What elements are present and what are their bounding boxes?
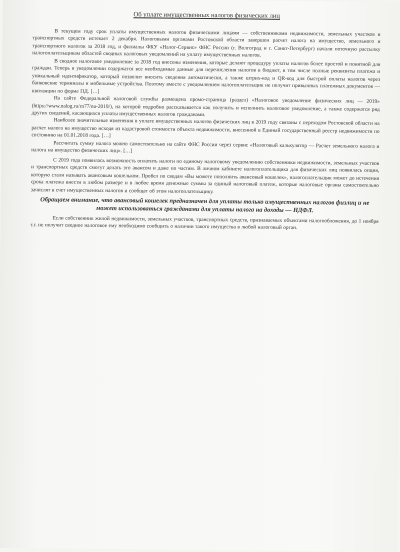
paragraph-cadastral-value: Наиболее значительные изменения в уплате имущественных налогов физических лиц в 2019 году связаны с переходом Ростовской области на расчет налога на имущество исходя из кадастровой стоимости объекта недвижимости, внесенной в Единый государственный реестр недвижимости по состоянию на 01.01.2018 года. […] xyxy=(31,117,380,140)
paragraph-tax-calculator: Рассчитать сумму налога можно самостоятельно на сайте ФНС России через сервис «Налоговый калькулятор — Расчет земельного налога и налога на имущество физических лиц». […] xyxy=(31,140,380,155)
paragraph-advance-wallet: С 2019 года появилась возможность оплатить налоги по единому налоговому уведомлению собственники недвижимости, земельных участков и транспортных средств смогут делать это авансом и даже по частям. В личном кабинете налогоплательщика для физических лиц появилась опция, которую стали называть авансовым кошельком. Пробел по сводам «Вы можете пополнить авансовый кошелек», налогоплательщик может до истечения срока платежа внести в любом размере и в любое время денежные суммы за единый налоговый платеж, которые налоговые органы самостоятельно зачислят в счет имущественных налогов и сообщат об этом налогоплательщику. xyxy=(30,157,380,195)
paragraph-promo-page: На сайте Федеральной налоговой службы размещена промо-страница (раздел) «Налоговое уведомление физических лиц — 2019» (https://www.nalog.ru/rn77/nu-2019/), на которой подробно рассказывается как получить и исполнить налоговое уведомление, а также содержатся ряд других сведений, касающихся уплаты имущественных налогов гражданами. xyxy=(31,95,380,119)
document-title: Об уплате имущественных налогов физических лиц xyxy=(133,11,280,20)
paragraph-deadline: В текущем году срок уплаты имущественных налогов физическими лицами — собственниками недвижимости, земельных участков и транспортных средств истекает 2 декабря. Налоговыми органами Ростовской области завершен расчет налога на имущество, земельного и транспортного налогов за 2018 год, и филиалы ФКУ «Налог-Сервис» ФНС России (г. Волгоград и г. Санкт-Петербург) начали поточную рассылку налогоплательщикам областей сводных налоговых уведомлений на уплату имущественных налогов. xyxy=(32,28,381,59)
paragraph-notification-changes: В сводное налоговое уведомление за 2018 год внесены изменения, которые делают процедуру уплаты налогов более простой и понятной для граждан. Теперь в уведомлении содержатся все необходимые данные для перечисления налогов в бюджет, в том числе полные реквизиты платежа и уникальный идентификатор, который позволит вносить сведения автоматически, а также штрих-код и QR-код для быстрой оплаты налогов через банковские терминалы и мобильные устройства. Поэтому вместе с уведомлением налогоплательщик не получит привычных платежных документов — квитанции по форме ПД. […] xyxy=(31,58,381,95)
emphasis-note: Обращаем внимание, что авансовый кошелек предназначен для уплаты только имущественных налогов физлиц и не может использоваться гражданами для уплаты налога на доходы — НДФЛ. xyxy=(40,196,370,215)
paragraph-final: Если собственник жилой недвижимости, земельных участков, транспортных средств, признаваемых объектами налогообложения, до 1 ноября т.г. не получит сводное налоговое ему необходимо сообщить о наличии такого имущества в любой налоговый орган. xyxy=(30,215,379,232)
